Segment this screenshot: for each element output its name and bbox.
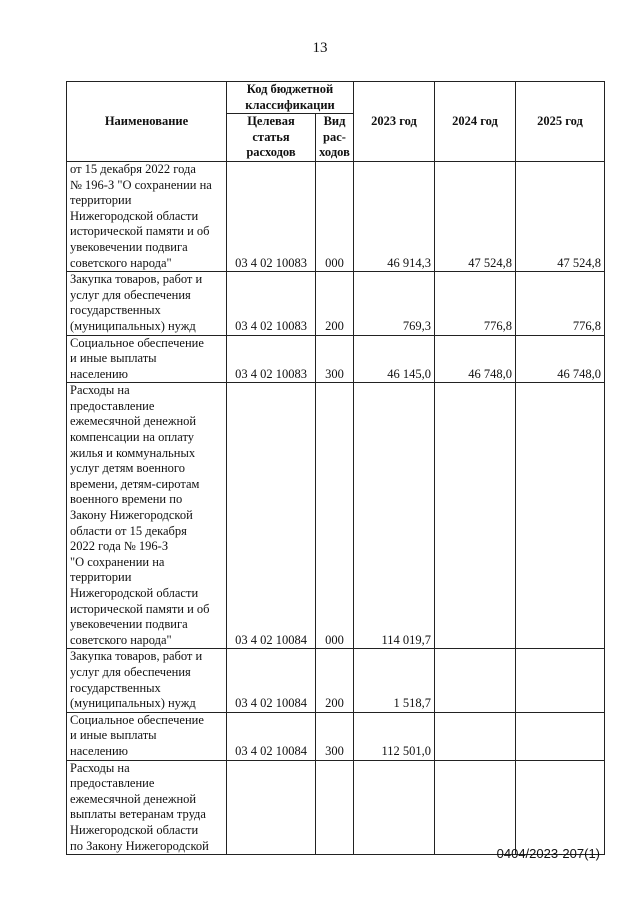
row-name-line: Закону Нижегородской [70,508,193,523]
row-name-line: времени, детям-сиротам [70,476,200,491]
row-name-line: Закупка товаров, работ и [70,649,203,664]
budget-table [66,81,605,855]
row-name-line: Расходы на [70,760,130,775]
row-name-line: услуг для обеспечения [70,664,191,679]
expense-type-cell: 000 [316,161,354,271]
row-name-line: государственных [70,303,161,318]
row-name-line: Нижегородской области [70,822,199,837]
expense-type-cell: 000 [316,383,354,649]
row-name-line: населению [70,366,128,381]
header-year-2024: 2024 год [435,82,516,162]
row-name-line: по Закону Нижегородской [70,838,209,853]
value-2023-cell: 112 501,0 [354,712,435,760]
value-2024-cell: 46 748,0 [435,335,516,383]
row-name-line: области от 15 декабря [70,523,187,538]
row-name [67,712,227,760]
value-2024-cell: 776,8 [435,272,516,335]
table-row [67,161,605,271]
row-name-line: увековечении подвига [70,239,188,254]
row-name-line: увековечении подвига [70,617,188,632]
expense-type-cell: 300 [316,335,354,383]
value-2023-cell: 769,3 [354,272,435,335]
row-name-line: компенсации на оплату [70,430,195,445]
expense-type-cell [316,760,354,855]
table-row [67,272,605,335]
header-target-article: Целевая статья расходов [227,114,316,162]
value-2025-cell [516,383,605,649]
value-2024-cell [435,383,516,649]
table-row [67,712,605,760]
row-name-line: услуг для обеспечения [70,287,191,302]
header-year-2025: 2025 год [516,82,605,162]
row-name-line: ежемесячной денежной [70,414,197,429]
row-name-line: населению [70,743,128,758]
expense-type-cell: 300 [316,712,354,760]
row-name-line: ежемесячной денежной [70,791,197,806]
target-article-cell: 03 4 02 10084 [227,712,316,760]
row-name [67,161,227,271]
target-article-cell: 03 4 02 10083 [227,272,316,335]
table-row [67,335,605,383]
row-name-line: (муниципальных) нужд [70,318,196,333]
row-name-line: исторической памяти и об [70,601,210,616]
row-name-line: Социальное обеспечение [70,712,204,727]
row-name-line: советского народа" [70,255,172,270]
value-2023-cell: 114 019,7 [354,383,435,649]
target-article-cell: 03 4 02 10083 [227,335,316,383]
value-2025-cell [516,760,605,855]
value-2024-cell [435,712,516,760]
value-2025-cell: 46 748,0 [516,335,605,383]
value-2025-cell [516,712,605,760]
row-name-line: Закупка товаров, работ и [70,272,203,287]
row-name-line: выплаты ветеранам труда [70,807,206,822]
row-name [67,649,227,712]
row-name-line: советского народа" [70,632,172,647]
header-name: Наименование [67,82,227,162]
row-name-line: жилья и коммунальных [70,445,196,460]
table-row [67,649,605,712]
row-name-line: военного времени по [70,492,183,507]
row-name [67,335,227,383]
value-2025-cell [516,649,605,712]
row-name-line: территории [70,193,132,208]
row-name-line: территории [70,570,132,585]
expense-type-cell: 200 [316,272,354,335]
row-name [67,760,227,855]
value-2024-cell: 47 524,8 [435,161,516,271]
row-name [67,272,227,335]
row-name-line: № 196-З "О сохранении на [70,177,212,192]
header-year-2023: 2023 год [354,82,435,162]
row-name-line: услуг детям военного [70,461,185,476]
row-name-line: Нижегородской области [70,586,199,600]
header-budget-code: Код бюджетной классификации [227,82,354,114]
table-row [67,760,605,855]
value-2025-cell: 776,8 [516,272,605,335]
header-expense-type: Вид рас-ходов [316,114,354,162]
target-article-cell: 03 4 02 10084 [227,649,316,712]
target-article-cell: 03 4 02 10083 [227,161,316,271]
table-body [67,161,605,854]
row-name-line: (муниципальных) нужд [70,696,196,711]
target-article-cell: 03 4 02 10084 [227,383,316,649]
target-article-cell [227,760,316,855]
table-row [67,383,605,649]
row-name-line: исторической памяти и об [70,224,210,239]
value-2023-cell: 46 145,0 [354,335,435,383]
table-header [67,82,605,162]
row-name-line: Социальное обеспечение [70,335,204,350]
row-name-line: Нижегородской области [70,208,199,223]
row-name-line: 2022 года № 196-З [70,539,169,554]
row-name-line: Расходы на [70,383,130,398]
row-name [67,383,227,649]
value-2025-cell: 47 524,8 [516,161,605,271]
row-name-line: "О сохранении на [70,554,165,569]
row-name-line: предоставление [70,398,155,413]
row-name-line: предоставление [70,776,155,791]
page-number: 13 [312,40,328,56]
row-name-line: и иные выплаты [70,351,157,366]
value-2023-cell: 1 518,7 [354,649,435,712]
value-2024-cell [435,760,516,855]
expense-type-cell: 200 [316,649,354,712]
document-number: 0404/2023-207(1) [496,846,600,861]
row-name-line: государственных [70,680,161,695]
row-name-line: и иные выплаты [70,728,157,743]
value-2024-cell [435,649,516,712]
value-2023-cell [354,760,435,855]
row-name-line: от 15 декабря 2022 года [70,161,196,176]
value-2023-cell: 46 914,3 [354,161,435,271]
